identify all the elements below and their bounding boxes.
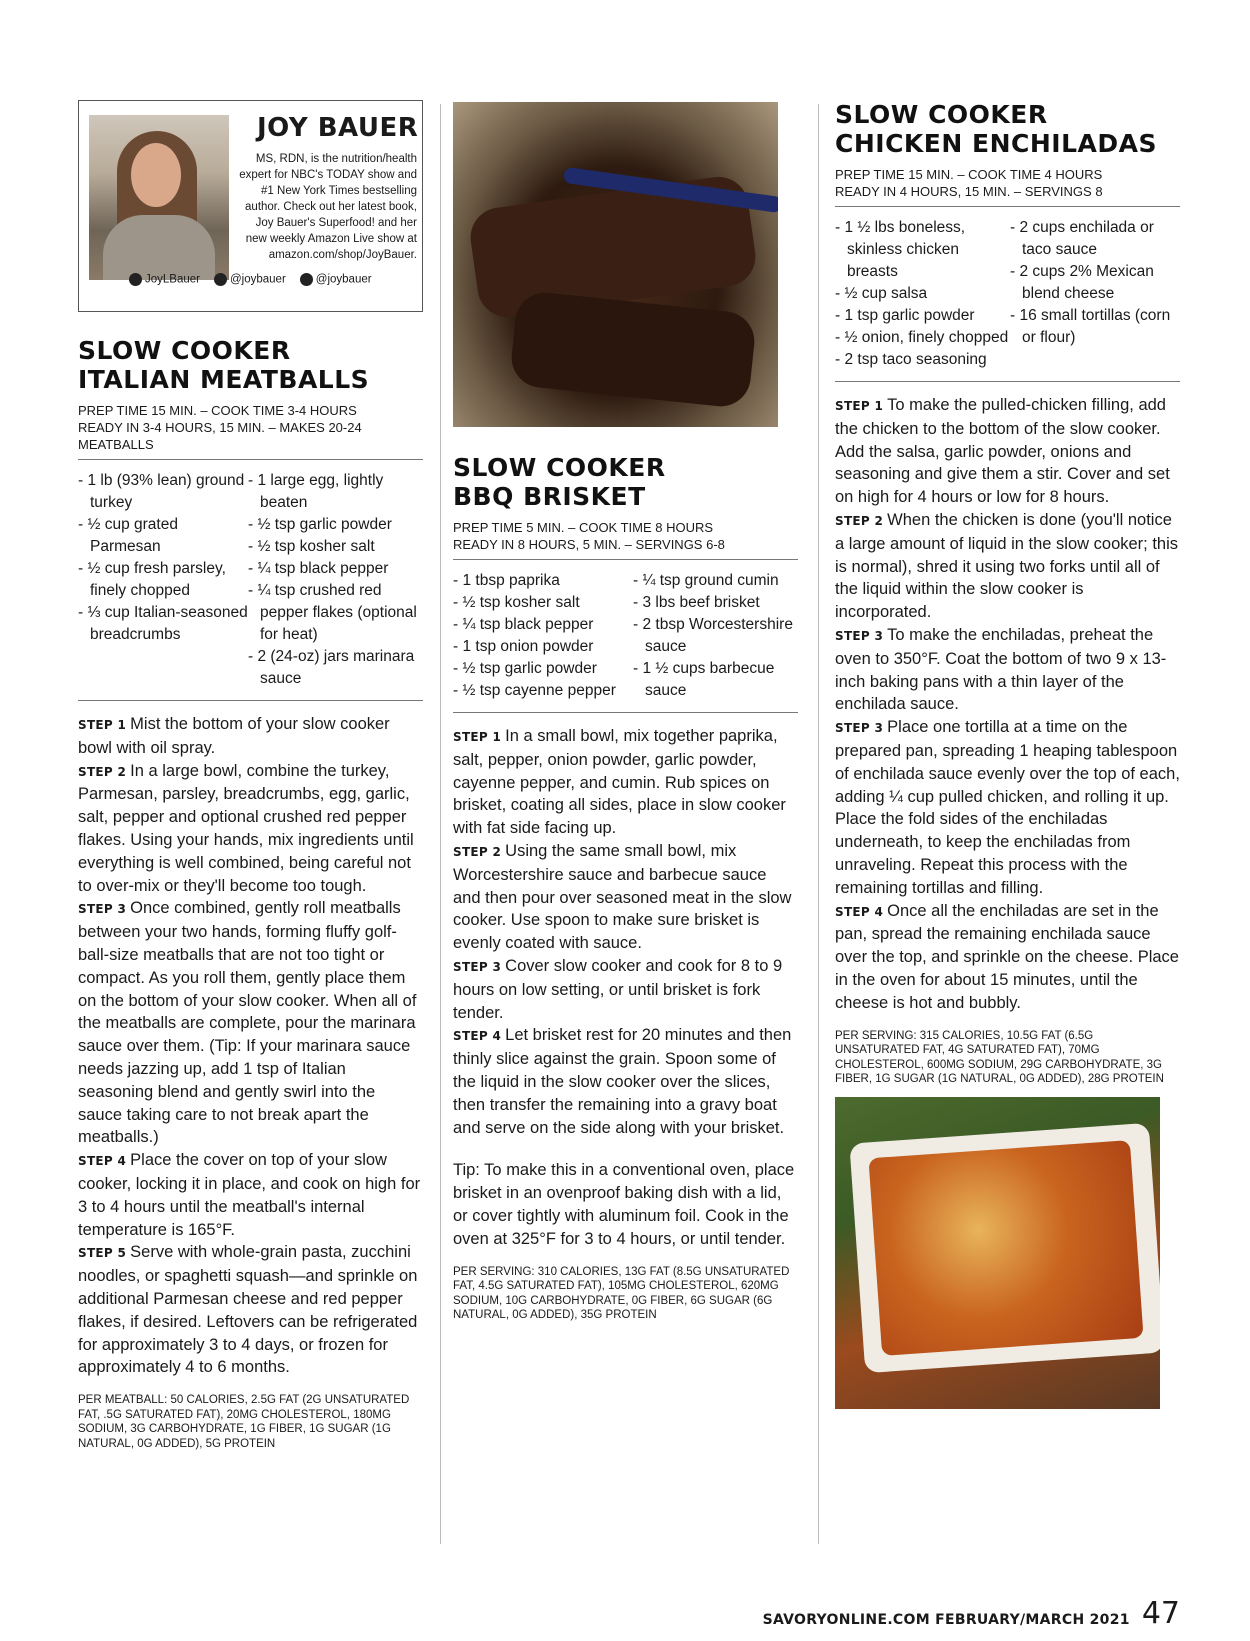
recipe-steps (453, 725, 798, 1251)
author-bio-text: MS, RDN, is the nutrition/health expert for NBC's TODAY show and #1 New York Times bestselling author. Check out her latest book, Joy Bauer's Superfood! and her new weekly Amazon Live show at amazon.com/shop/JoyBauer. (239, 153, 417, 261)
column-divider (818, 104, 819, 1544)
recipe-title: SLOW COOKER CHICKEN ENCHILADAS (835, 100, 1157, 158)
ingredient-item: - 1 large egg, lightly beaten (248, 472, 384, 511)
step-3: STEP 3 To make the enchiladas, preheat the oven to 350°F. Coat the bottom of two 9 x 13-inch baking pans with a thin layer of the enchilada sauce. (835, 625, 1167, 714)
recipe-steps (78, 713, 423, 1379)
social-link[interactable]: @joybauer (300, 273, 372, 286)
ingredient-item: - 2 cups enchilada or taco sauce (1010, 219, 1154, 258)
ingredient-item: - ½ cup grated Parmesan (78, 516, 178, 555)
ingredient-item: - 1 ½ lbs boneless, skinless chicken breasts (835, 219, 966, 280)
ingredient-item: - 1 tbsp paprika (453, 572, 560, 589)
recipe-meta: PREP TIME 15 MIN. – COOK TIME 4 HOURS READY IN 4 HOURS, 15 MIN. – SERVINGS 8 (835, 166, 1180, 207)
facebook-icon (129, 273, 142, 286)
nutrition-info: PER SERVING: 315 CALORIES, 10.5G FAT (6.5G UNSATURATED FAT, 4G SATURATED FAT), 70MG CHOLESTEROL, 600MG SODIUM, 29G CARBOHYDRATE, 3G FIBER, 1G SUGAR (1G NATURAL, 0G ADDED), 28G PROTEIN (835, 1029, 1164, 1086)
step-4: STEP 4 Let brisket rest for 20 minutes and then thinly slice against the grain. Spoon some of the liquid in the slow cooker over the slices, then transfer the remaining into a gravy boat and serve on the side along with your brisket. (453, 1026, 792, 1137)
enchiladas-photo (835, 1097, 1160, 1409)
ingredient-item: - ½ onion, finely chopped (835, 329, 1009, 346)
ingredient-list (835, 217, 1180, 382)
nutrition-info: PER MEATBALL: 50 CALORIES, 2.5G FAT (2G UNSATURATED FAT, .5G SATURATED FAT), 20MG CHOLESTEROL, 180MG SODIUM, 3G CARBOHYDRATE, 1G FIBER, 1G SUGAR (1G NATURAL, 0G ADDED), 5G PROTEIN (78, 1394, 410, 1450)
step-2: STEP 2 Using the same small bowl, mix Worcestershire sauce and barbecue sauce and then pour over seasoned meat in the slow cooker. Use spoon to make sure brisket is evenly coated with sauce. (453, 841, 792, 953)
step-1: STEP 1 In a small bowl, mix together paprika, salt, pepper, onion powder, garlic powder, cayenne pepper, and cumin. Rub spices on brisket, coating all sides, place in slow cooker with fat side facing up. (453, 727, 786, 838)
ingredient-item: - 3 lbs beef brisket (633, 594, 760, 611)
ingredient-item: - ¼ tsp black pepper (453, 616, 594, 633)
ingredient-item: - 2 cups 2% Mexican blend cheese (1010, 263, 1154, 302)
instagram-icon (214, 273, 227, 286)
author-photo (89, 115, 229, 280)
ingredient-item: - ½ cup fresh parsley, finely chopped (78, 560, 226, 599)
author-name: JOY BAUER (257, 113, 419, 143)
ingredient-item: - 2 tbsp Worcestershire sauce (633, 616, 793, 655)
step-2: STEP 2 When the chicken is done (you'll notice a large amount of liquid in the slow cooker; this is normal), shred it using two forks until all of the liquid within the slow cooker is incorporated. (835, 510, 1179, 622)
step-4: STEP 4 Place the cover on top of your slow cooker, locking it in place, and cook on high for 3 to 4 hours until the meatball's internal temperature is 165°F. (78, 1151, 421, 1239)
column-divider (440, 104, 441, 1544)
ingredient-item: - ⅓ cup Italian-seasoned breadcrumbs (78, 604, 248, 643)
ingredient-item: - 1 lb (93% lean) ground turkey (78, 472, 245, 511)
ingredient-item: - 16 small tortillas (corn or flour) (1010, 307, 1171, 346)
page-number: 47 (1141, 1596, 1180, 1631)
ingredient-list (78, 470, 423, 701)
step-3b: STEP 3 Place one tortilla at a time on the prepared pan, spreading 1 heaping tablespoon of enchilada sauce evenly over the top of each, adding ¼ cup pulled chicken, and rolling it up. Place the fold sides of the enchiladas underneath, to keep the enchiladas from unraveling. Repeat this process with the remaining tortillas and filling. (835, 718, 1180, 897)
ingredient-item: - ¼ tsp ground cumin (633, 572, 779, 589)
meatballs-column (78, 100, 423, 1451)
step-3: STEP 3 Once combined, gently roll meatballs between your two hands, forming fluffy golf-ball-size meatballs that are not too tight or compact. As you roll them, gently place them on the bottom of your slow cooker. When all of the meatballs are complete, pour the marinara sauce over them. (Tip: If your marinara sauce needs jazzing up, add 1 tsp of Italian seasoning blend and gently swirl into the sauce taking care to not break apart the meatballs.) (78, 899, 417, 1147)
recipe-title: SLOW COOKER BBQ BRISKET (453, 453, 666, 511)
author-bio-box (78, 100, 423, 312)
recipe-title: SLOW COOKER ITALIAN MEATBALLS (78, 336, 370, 394)
step-4: STEP 4 Once all the enchiladas are set in the pan, spread the remaining enchilada sauce over the top, and sprinkle on the cheese. Place in the oven for about 15 minutes, until the cheese is hot and bubbly. (835, 901, 1179, 1012)
ingredient-item: - ¼ tsp crushed red pepper flakes (optional for heat) (248, 582, 417, 643)
ingredient-item: - 2 tsp taco seasoning (835, 351, 987, 368)
step-5: STEP 5 Serve with whole-grain pasta, zucchini noodles, or spaghetti squash—and sprinkle on additional Parmesan cheese and red pepper flakes, if desired. Leftovers can be refrigerated for approximately 3 to 4 days, or frozen for approximately 4 to 6 months. (78, 1243, 418, 1377)
ingredient-item: - ½ cup salsa (835, 285, 928, 302)
brisket-photo (453, 102, 778, 427)
social-link[interactable]: JoyLBauer (129, 273, 200, 286)
page-footer (762, 1596, 1180, 1631)
recipe-meta: PREP TIME 15 MIN. – COOK TIME 3-4 HOURS READY IN 3-4 HOURS, 15 MIN. – MAKES 20-24 MEATBALLS (78, 402, 423, 460)
ingredient-item: - ½ tsp cayenne pepper (453, 682, 616, 699)
ingredient-item: - 1 ½ cups barbecue sauce (633, 660, 775, 699)
ingredient-item: - 1 tsp onion powder (453, 638, 594, 655)
step-3: STEP 3 Cover slow cooker and cook for 8 to 9 hours on low setting, or until brisket is fork tender. (453, 956, 783, 1022)
ingredient-item: - ¼ tsp black pepper (248, 560, 389, 577)
recipe-tip: Tip: To make this in a conventional oven, place brisket in an ovenproof baking dish with a lid, or cover tightly with aluminum foil. Cook in the oven at 325°F for 3 to 4 hours, or until tender. (453, 1161, 795, 1248)
twitter-icon (300, 273, 313, 286)
ingredient-item: - ½ tsp garlic powder (453, 660, 597, 677)
footer-site: SAVORYONLINE.COM FEBRUARY/MARCH 2021 (762, 1612, 1130, 1628)
ingredient-item: - 1 tsp garlic powder (835, 307, 975, 324)
social-link[interactable]: @joybauer (214, 273, 286, 286)
step-2: STEP 2 In a large bowl, combine the turkey, Parmesan, parsley, breadcrumbs, egg, garlic, salt, pepper and optional crushed red pepper flakes. Using your hands, mix ingredients until everything is well combined, being careful not to over-mix or they'll become too tough. (78, 761, 414, 895)
author-social-links (129, 273, 372, 286)
ingredient-list (453, 570, 798, 713)
ingredient-item: - ½ tsp kosher salt (453, 594, 580, 611)
ingredient-item: - ½ tsp kosher salt (248, 538, 375, 555)
ingredient-item: - ½ tsp garlic powder (248, 516, 392, 533)
enchiladas-column (835, 100, 1180, 1409)
nutrition-info: PER SERVING: 310 CALORIES, 13G FAT (8.5G UNSATURATED FAT, 4.5G SATURATED FAT), 105MG CHOLESTEROL, 620MG SODIUM, 10G CARBOHYDRATE, 0G FIBER, 6G SUGAR (6G NATURAL, 0G ADDED), 35G PROTEIN (453, 1265, 790, 1322)
brisket-column (453, 100, 798, 1323)
ingredient-item: - 2 (24-oz) jars marinara sauce (248, 648, 415, 687)
recipe-meta: PREP TIME 5 MIN. – COOK TIME 8 HOURS READY IN 8 HOURS, 5 MIN. – SERVINGS 6-8 (453, 519, 798, 560)
step-1: STEP 1 Mist the bottom of your slow cooker bowl with oil spray. (78, 715, 390, 757)
recipe-steps (835, 394, 1180, 1015)
step-1: STEP 1 To make the pulled-chicken filling, add the chicken to the bottom of the slow cooker. Add the salsa, garlic powder, onions and seasoning and give them a stir. Cover and set on high for 4 hours or low for 8 hours. (835, 396, 1170, 507)
